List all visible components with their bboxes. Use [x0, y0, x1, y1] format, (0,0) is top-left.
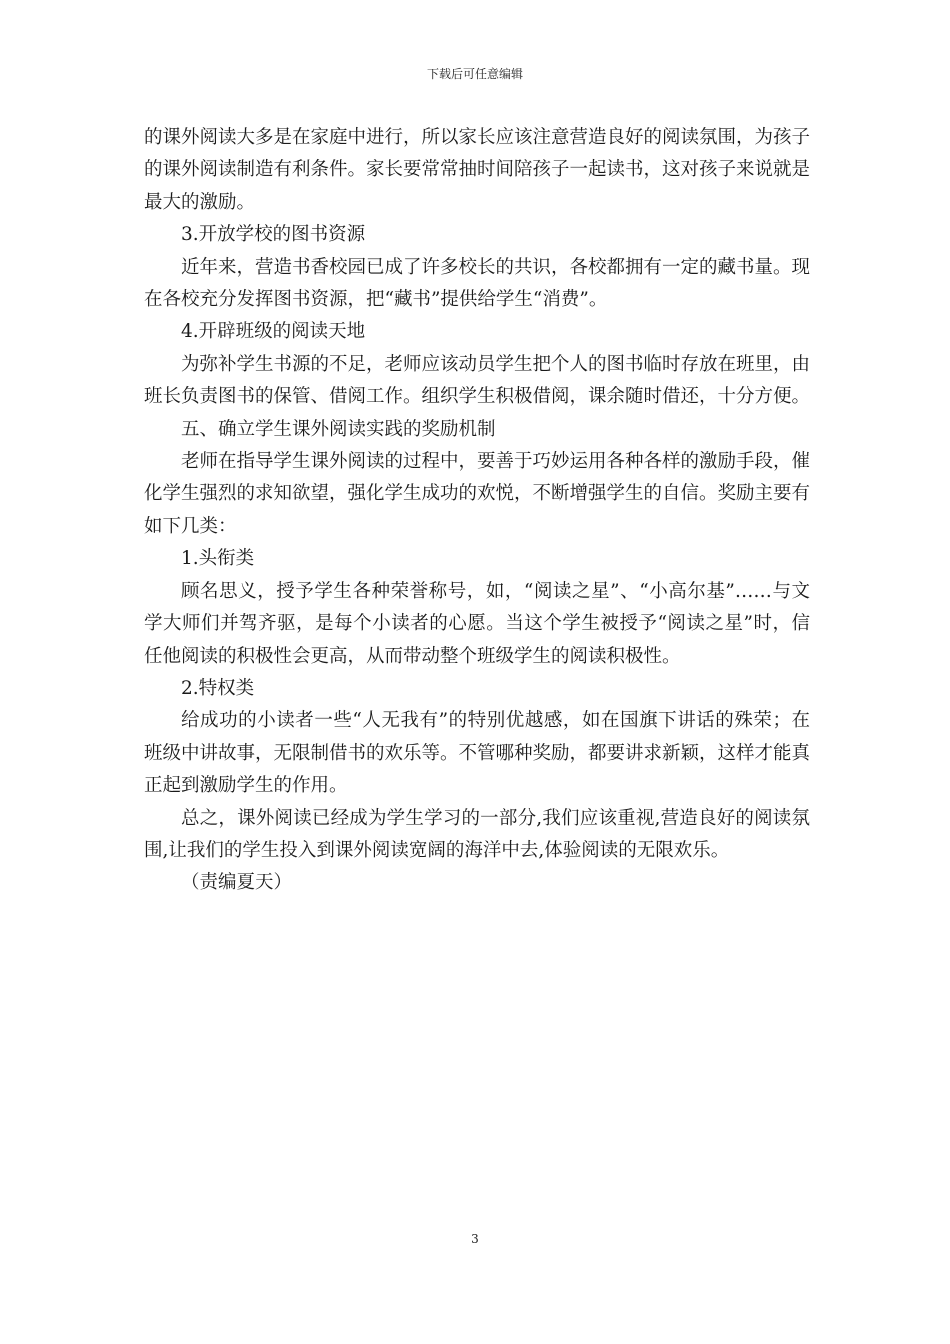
subheading-1: 1.头衔类: [181, 548, 255, 570]
paragraph: 给成功的小读者一些“人无我有”的特别优越感，如在国旗下讲话的殊荣；在班级中讲故事，无限制借书的欢乐等。不管哪种奖励，都要讲求新颖，这样才能真正起到激励学生的作用。: [144, 710, 811, 797]
section-heading-5: 五、确立学生课外阅读实践的奖励机制: [181, 418, 496, 440]
document-body: [144, 122, 810, 900]
page-header: 下载后可任意编辑: [426, 67, 523, 81]
page-number: 3: [471, 1232, 479, 1246]
section-heading-4: 4.开辟班级的阅读天地: [181, 321, 366, 343]
paragraph: 老师在指导学生课外阅读的过程中，要善于巧妙运用各种各样的激励手段，催化学生强烈的求知欲望，强化学生成功的欢悦，不断增强学生的自信。奖励主要有如下几类：: [144, 451, 811, 537]
subheading-2: 2.特权类: [181, 677, 255, 699]
editor-note: （责编夏天）: [181, 872, 293, 894]
conclusion-paragraph: 总之，课外阅读已经成为学生学习的一部分,我们应该重视,营造良好的阅读氛围,让我们的学生投入到课外阅读宽阔的海洋中去,体验阅读的无限欢乐。: [144, 807, 810, 861]
section-heading-3: 3.开放学校的图书资源: [181, 224, 366, 246]
paragraph: 顾名思义，授予学生各种荣誉称号，如，“阅读之星”、“小高尔基”……与文学大师们并驾齐驱，是每个小读者的心愿。当这个学生被授予“阅读之星”时，信任他阅读的积极性会更高，从而带动整个班级学生的阅读积极性。: [144, 580, 810, 667]
paragraph-continuation: 的课外阅读大多是在家庭中进行，所以家长应该注意营造良好的阅读氛围，为孩子的课外阅读制造有利条件。家长要常常抽时间陪孩子一起读书，这对孩子来说就是最大的激励。: [144, 127, 811, 213]
paragraph: 为弥补学生书源的不足，老师应该动员学生把个人的图书临时存放在班里，由班长负责图书的保管、借阅工作。组织学生积极借阅，课余随时借还，十分方便。: [144, 353, 811, 408]
paragraph: 近年来，营造书香校园已成了许多校长的共识，各校都拥有一定的藏书量。现在各校充分发挥图书资源，把“藏书”提供给学生“消费”。: [144, 256, 811, 311]
